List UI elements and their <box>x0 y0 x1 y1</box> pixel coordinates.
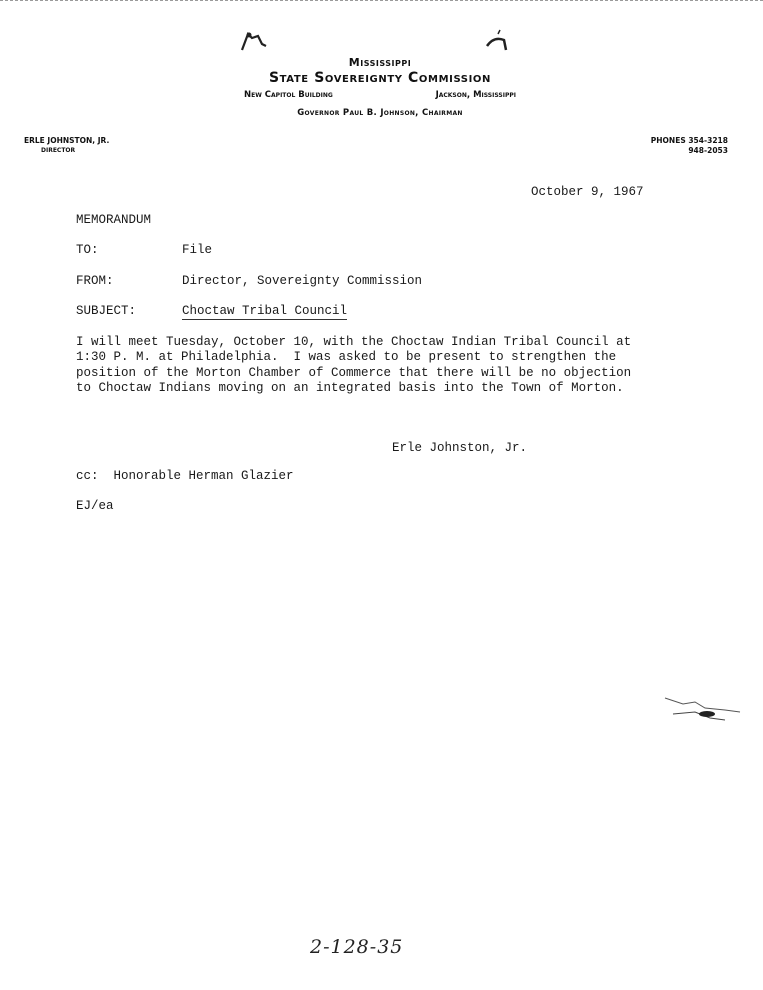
body-line: 1:30 P. M. at Philadelphia. I was asked to be present to strengthen the <box>76 350 617 365</box>
memo-body <box>76 335 631 396</box>
letterhead-state: Mississippi <box>348 56 412 69</box>
body-line: I will meet Tuesday, October 10, with the Choctaw Indian Tribal Council at <box>76 335 632 349</box>
phone-secondary: 948-2053 <box>688 146 728 155</box>
body-line: position of the Morton Chamber of Commerce that there will be no objection <box>76 365 632 380</box>
scan-artifact-icon <box>655 690 745 730</box>
page-edge-border <box>0 0 763 1</box>
emblem-right-icon <box>484 28 508 54</box>
subject-value: Choctaw Tribal Council <box>182 304 348 318</box>
letterhead-commission: State Sovereignty Commission <box>268 70 491 86</box>
letterhead-governor: Governor Paul B. Johnson, Chairman <box>297 108 463 118</box>
from-label: FROM: <box>76 274 114 288</box>
to-value: File <box>182 243 213 257</box>
from-value: Director, Sovereignty Commission <box>182 274 423 288</box>
body-line: to Choctaw Indians moving on an integrated basis into the Town of Morton. <box>76 380 624 395</box>
letterhead-address <box>244 90 516 100</box>
phone-primary: PHONES 354-3218 <box>650 136 728 145</box>
cc-line: cc: Honorable Herman Glazier <box>76 469 294 483</box>
letterhead-address-city: Jackson, Mississippi <box>435 90 516 100</box>
emblem-left-icon <box>240 30 270 52</box>
to-label: TO: <box>76 243 99 257</box>
director-name: ERLE JOHNSTON, JR. <box>24 136 110 145</box>
subject-label: SUBJECT: <box>76 304 137 318</box>
director-title: DIRECTOR <box>41 147 76 154</box>
typist-initials: EJ/ea <box>76 499 114 513</box>
memo-title: MEMORANDUM <box>76 213 152 227</box>
letterhead-address-building: New Capitol Building <box>244 90 333 100</box>
signature: Erle Johnston, Jr. <box>392 441 528 455</box>
handwritten-file-number: 2-128-35 <box>310 936 404 958</box>
phone-numbers <box>651 136 728 156</box>
memo-date: October 9, 1967 <box>531 185 644 199</box>
